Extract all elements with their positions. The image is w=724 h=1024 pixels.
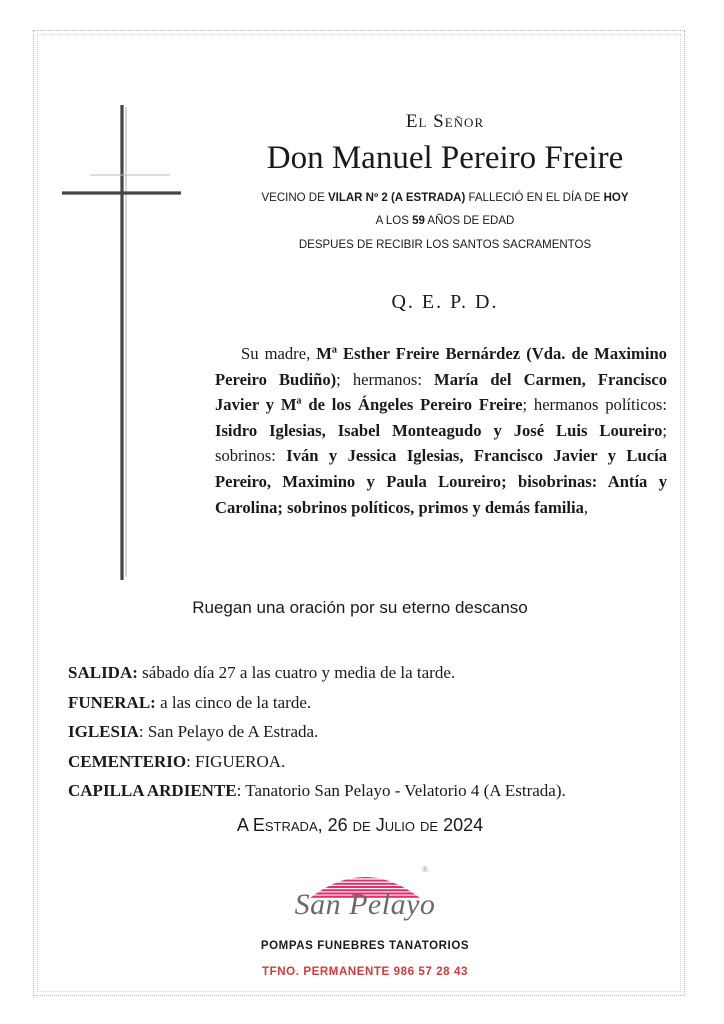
info-text: VECINO DE	[261, 192, 328, 204]
detail-label: CEMENTERIO	[68, 751, 187, 771]
family-names: Iván y Jessica Iglesias, Francisco Javier y Lucía Pereiro, Maximino y Paula Loureiro; bisobrinas: Antía y Carolina; sobrinos políticos, primos y demás familia	[215, 446, 668, 517]
title-small: El Señor	[405, 111, 485, 132]
detail-value: : San Pelayo de A Estrada.	[138, 722, 319, 741]
registered-mark: ®	[422, 865, 428, 874]
detail-value: : Tanatorio San Pelayo - Velatorio 4 (A Estrada).	[236, 781, 566, 800]
funeral-details	[68, 658, 688, 806]
info-line-3: DESPUES DE RECIBIR LOS SANTOS SACRAMENTOS	[298, 239, 592, 251]
detail-capilla	[68, 776, 688, 806]
prayer-line: Ruegan una oración por su eterno descanso	[192, 598, 528, 617]
cross-icon	[60, 105, 185, 580]
logo-stripe	[290, 876, 440, 878]
detail-value: : FIGUEROA.	[186, 751, 286, 771]
family-names: Isidro Iglesias, Isabel Monteagudo y José Luis Loureiro	[215, 420, 663, 440]
death-day: HOY	[603, 192, 629, 204]
date-line: A Estrada, 26 de Julio de 2024	[236, 815, 484, 835]
phone-number: TFNO. PERMANENTE 986 57 28 43	[262, 966, 468, 978]
family-text: ; sobrinos:	[215, 420, 667, 466]
family-text: Su madre,	[241, 344, 317, 363]
age: 59	[412, 215, 425, 227]
info-text: AÑOS DE EDAD	[424, 215, 515, 227]
detail-iglesia	[68, 717, 688, 747]
detail-funeral	[68, 688, 688, 718]
info-text: A LOS	[375, 215, 413, 227]
info-line-2	[180, 215, 710, 227]
family-text: ; hermanos:	[336, 369, 435, 389]
logo-stripe	[290, 873, 440, 875]
deceased-name: Don Manuel Pereiro Freire	[266, 140, 624, 176]
family-text: ; hermanos políticos:	[522, 395, 667, 415]
logo-stripe	[290, 870, 440, 872]
detail-value: a las cinco de la tarde.	[155, 692, 312, 712]
family-paragraph	[215, 341, 667, 520]
detail-label: FUNERAL:	[68, 692, 156, 712]
family-text: ,	[583, 497, 589, 517]
tagline: POMPAS FUNEBRES TANATORIOS	[260, 940, 470, 952]
info-text: FALLECIÓ EN EL DÍA DE	[465, 192, 604, 204]
info-line-1	[180, 192, 710, 204]
qepd: Q. E. P. D.	[391, 291, 499, 313]
detail-label: IGLESIA	[68, 722, 139, 741]
logo-stripe	[290, 883, 440, 885]
logo-stripe	[290, 880, 440, 882]
detail-salida	[68, 658, 688, 688]
detail-value: sábado día 27 a las cuatro y media de la tarde.	[137, 663, 456, 682]
family-names: Mª Esther Freire Bernárdez (Vda. de Maximino Pereiro Budiño)	[215, 344, 667, 389]
detail-label: SALIDA:	[68, 663, 138, 682]
detail-label: CAPILLA ARDIENTE	[68, 781, 237, 800]
address: VILAR Nº 2 (A ESTRADA)	[327, 192, 466, 204]
logo-text: San Pelayo	[294, 888, 436, 921]
detail-cementerio	[68, 747, 688, 777]
family-names: María del Carmen, Francisco Javier y Mª de los Ángeles Pereiro Freire	[215, 369, 667, 415]
